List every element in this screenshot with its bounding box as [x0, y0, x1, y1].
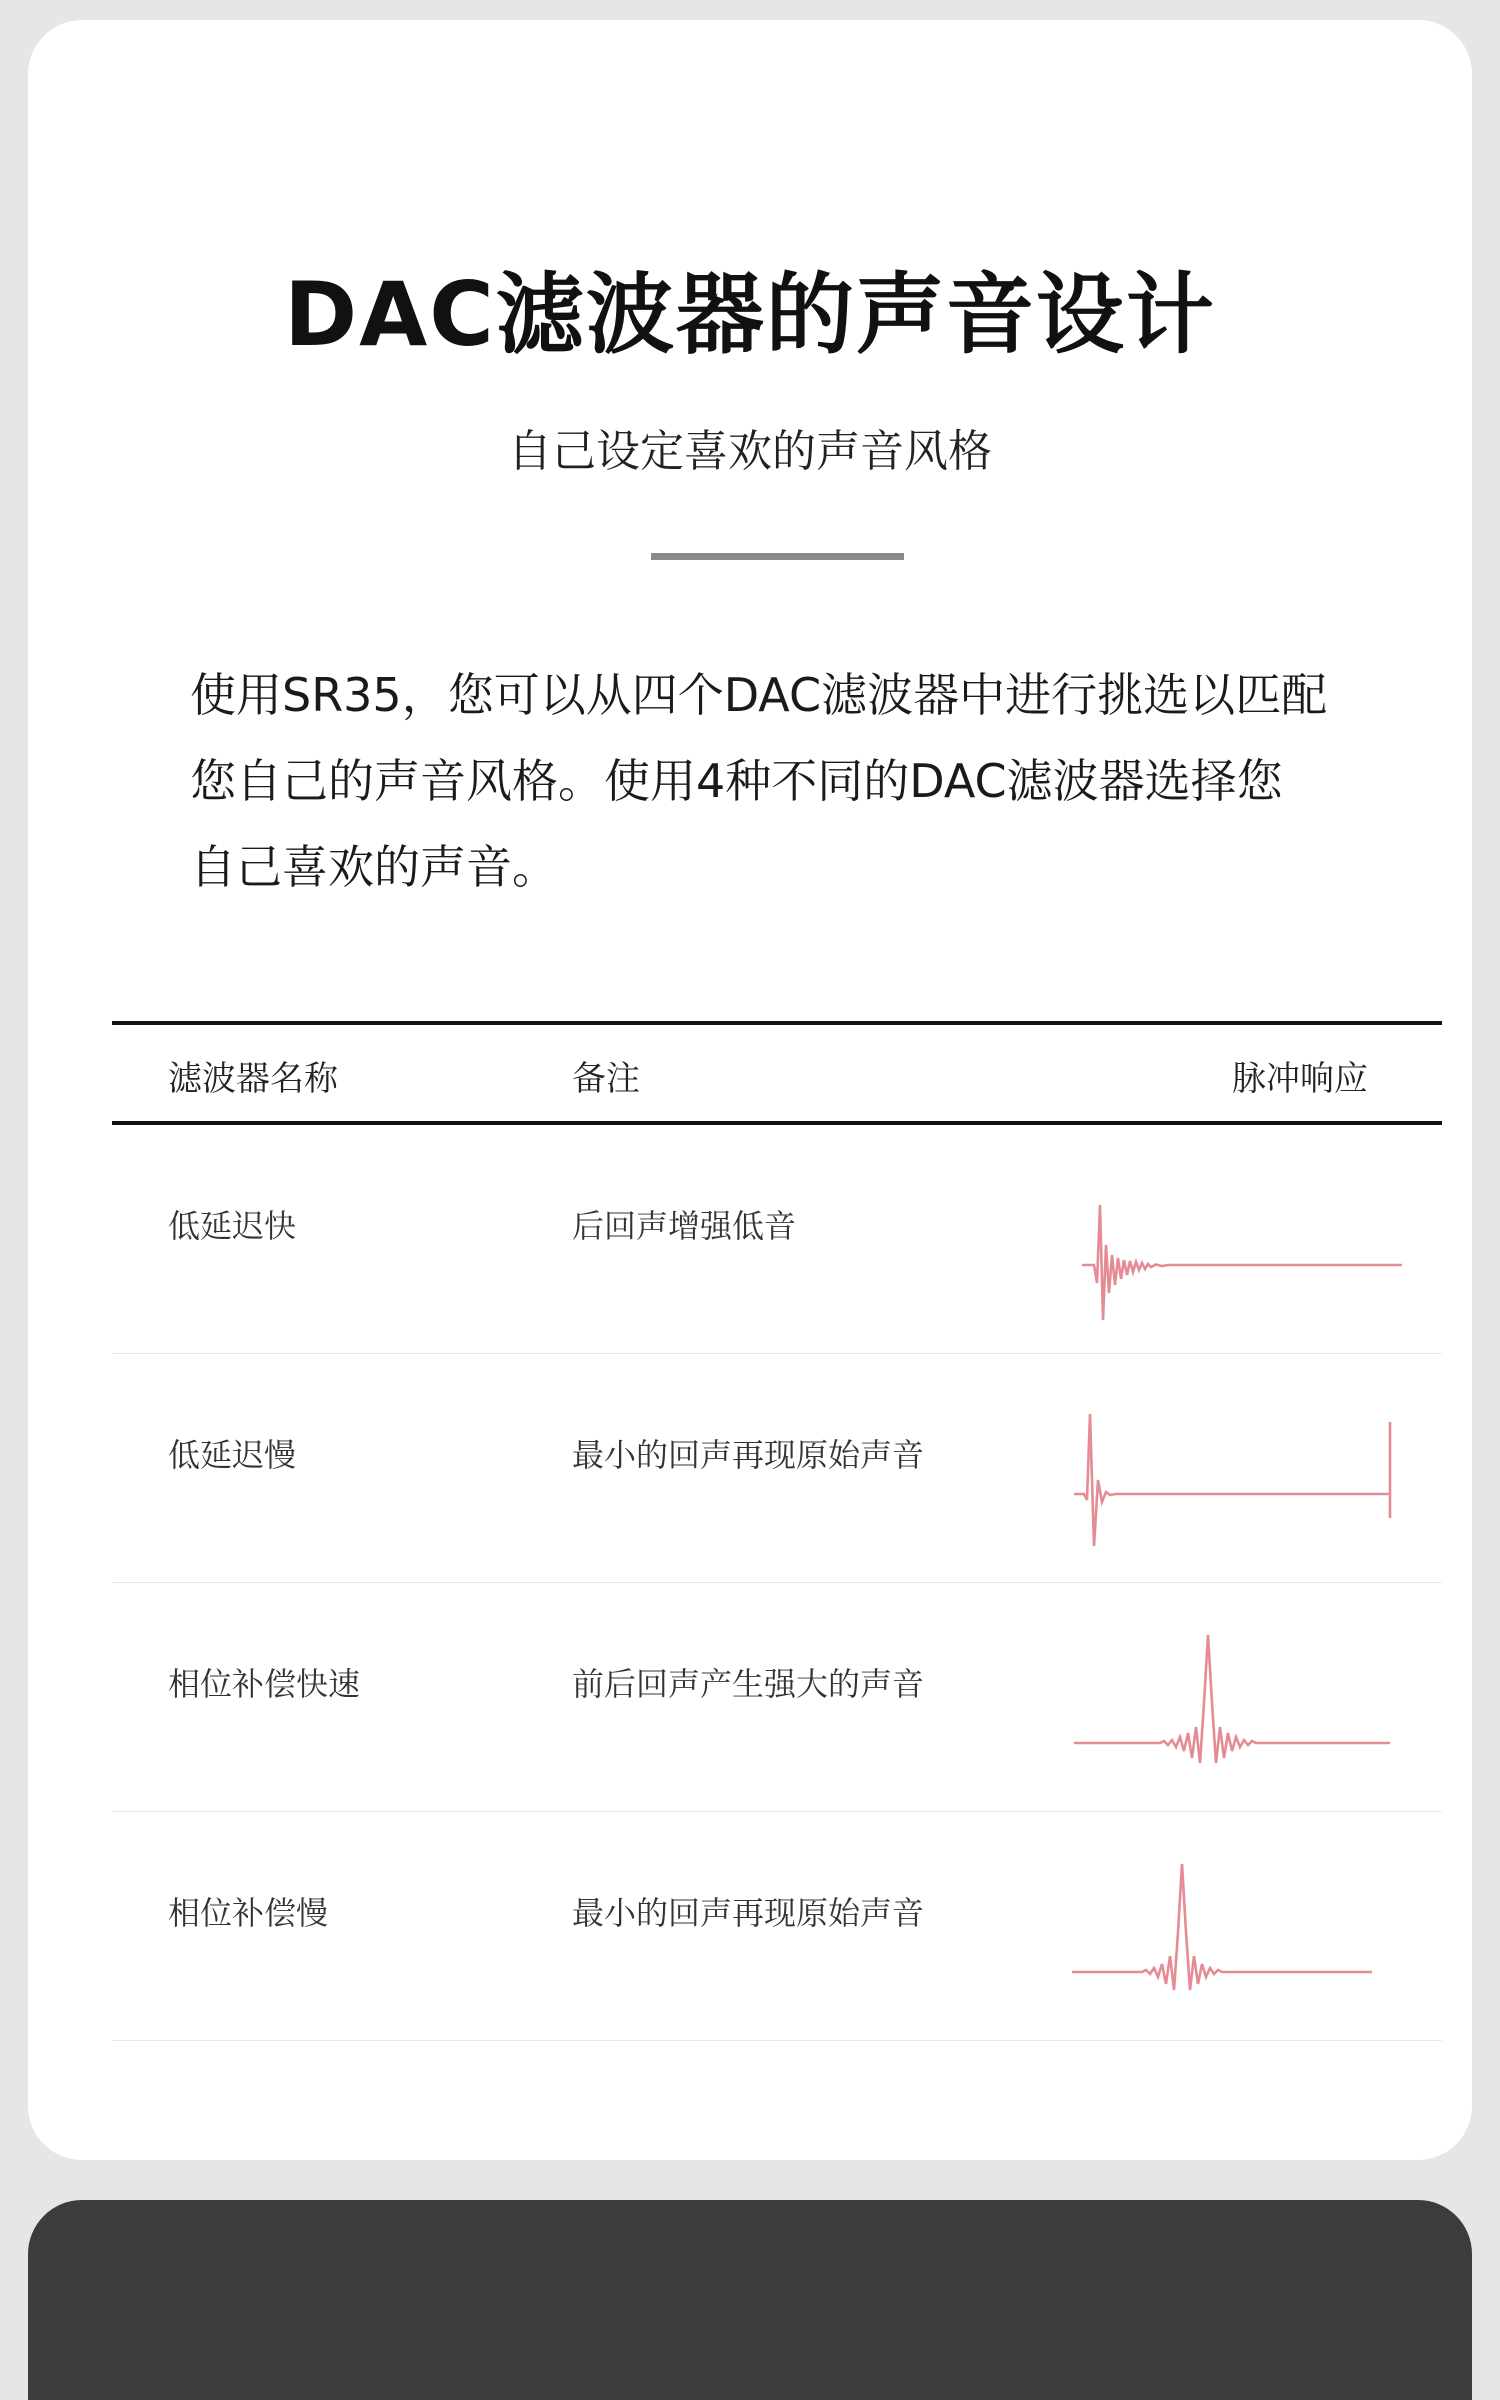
filter-name: 低延迟快 — [168, 1207, 297, 1245]
filter-name: 相位补偿慢 — [168, 1894, 329, 1932]
table-row — [112, 1354, 1442, 1583]
filter-table — [112, 1021, 1442, 2041]
table-row — [112, 1583, 1442, 1812]
page-title: DAC滤波器的声音设计 — [284, 263, 1216, 366]
page-subtitle: 自己设定喜欢的声音风格 — [508, 426, 992, 477]
impulse-low-latency-fast-icon — [1072, 1165, 1412, 1325]
intro-line: 自己喜欢的声音。 — [190, 840, 558, 894]
table-row — [112, 1812, 1442, 2041]
header-note: 备注 — [572, 1059, 640, 1099]
filter-note: 后回声增强低音 — [572, 1207, 797, 1245]
filter-note: 最小的回声再现原始声音 — [572, 1436, 925, 1474]
title-divider — [651, 553, 904, 560]
filter-note: 前后回声产生强大的声音 — [572, 1665, 925, 1703]
header-impulse-response: 脉冲响应 — [1232, 1059, 1368, 1099]
dark-section — [28, 2200, 1472, 2400]
filter-name: 低延迟慢 — [168, 1436, 297, 1474]
intro-paragraph — [190, 652, 1390, 910]
impulse-low-latency-slow-icon — [1072, 1394, 1412, 1554]
content-card — [28, 20, 1472, 2160]
impulse-phase-comp-fast-icon — [1072, 1623, 1412, 1783]
header-filter-name: 滤波器名称 — [168, 1059, 338, 1099]
filter-name: 相位补偿快速 — [168, 1665, 361, 1703]
intro-line: 使用SR35，您可以从四个DAC滤波器中进行挑选以匹配 — [190, 668, 1328, 722]
table-row — [112, 1125, 1442, 1354]
impulse-phase-comp-slow-icon — [1072, 1852, 1412, 2012]
filter-note: 最小的回声再现原始声音 — [572, 1894, 925, 1932]
table-header — [112, 1021, 1442, 1125]
intro-line: 您自己的声音风格。使用4种不同的DAC滤波器选择您 — [190, 754, 1283, 808]
